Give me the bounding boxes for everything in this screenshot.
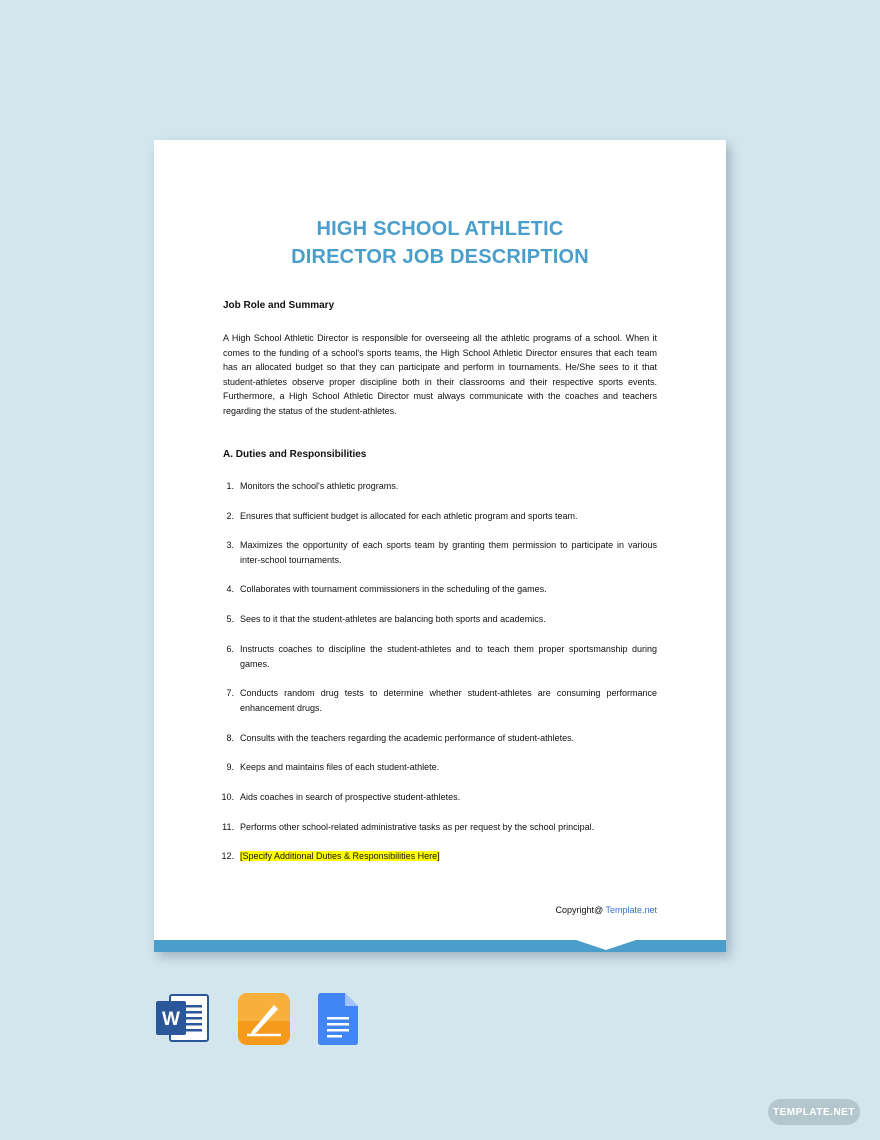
template-net-badge[interactable]: TEMPLATE.NET: [768, 1099, 860, 1125]
list-item-text: Instructs coaches to discipline the student-athletes and to teach them proper sportsmanship during games.: [240, 644, 657, 669]
list-item-number: 7.: [226, 688, 234, 698]
list-item-number: 9.: [226, 762, 234, 772]
list-item-text: Ensures that sufficient budget is allocated for each athletic program and sports team.: [240, 511, 578, 521]
word-icon[interactable]: [156, 993, 210, 1043]
footer-bar-shape: [154, 940, 726, 952]
list-item-number: 4.: [226, 584, 234, 594]
list-item-text: Sees to it that the student-athletes are balancing both sports and academics.: [240, 614, 546, 624]
list-item-text: Performs other school-related administrative tasks as per request by the school principal.: [240, 822, 595, 832]
list-item-number: 2.: [226, 511, 234, 521]
list-item-number: 12.: [221, 851, 234, 861]
list-item-text: Maximizes the opportunity of each sports team by granting them permission to participate in various inter-school tournaments.: [240, 540, 657, 565]
list-item-number: 10.: [221, 792, 234, 802]
pages-icon[interactable]: [238, 993, 290, 1045]
word-icon-letter: W: [162, 1009, 180, 1030]
list-item-text: Monitors the school's athletic programs.: [240, 481, 399, 491]
copyright-prefix: Copyright@: [555, 905, 606, 915]
copyright-brand-link[interactable]: Template.net: [605, 905, 657, 915]
document-page: [154, 140, 726, 952]
list-item-number: 1.: [226, 481, 234, 491]
title-line-2: DIRECTOR JOB DESCRIPTION: [291, 246, 589, 268]
list-item-text: Collaborates with tournament commissioners in the scheduling of the games.: [240, 584, 547, 594]
footer-bar: [154, 940, 726, 952]
list-item-text: Keeps and maintains files of each student-athlete.: [240, 762, 440, 772]
document-title: [154, 215, 726, 271]
duties-heading: A. Duties and Responsibilities: [223, 449, 367, 460]
list-item-number: 6.: [226, 644, 234, 654]
list-item-number: 11.: [222, 822, 234, 832]
list-item-number: 8.: [226, 733, 234, 743]
list-item-text: Conducts random drug tests to determine whether student-athletes are consuming performance enhancement drugs.: [240, 688, 657, 713]
summary-heading: Job Role and Summary: [223, 300, 335, 311]
title-line-1: HIGH SCHOOL ATHLETIC: [316, 218, 564, 240]
list-item-number: 3.: [226, 540, 234, 550]
google-docs-icon[interactable]: [318, 993, 358, 1045]
list-item-number: 5.: [226, 614, 234, 624]
placeholder-highlight: [Specify Additional Duties & Responsibilities Here]: [240, 851, 440, 861]
copyright-notice: [555, 905, 657, 915]
summary-paragraph: A High School Athletic Director is responsible for overseeing all the athletic programs of a school. When it comes to the funding of a school's sports teams, the High School Athletic Director ensures that each team has an allocated budget so that they can participate and perform in tournaments. He/She sees to it that student-athletes observe proper discipline both in their classrooms and their respective sports events. Furthermore, a High School Athletic Director must always communicate with the coaches and teachers regarding the status of the student-athletes.: [223, 333, 657, 416]
list-item-text: Aids coaches in search of prospective student-athletes.: [240, 792, 461, 802]
list-item-text: Consults with the teachers regarding the academic performance of student-athletes.: [240, 733, 575, 743]
